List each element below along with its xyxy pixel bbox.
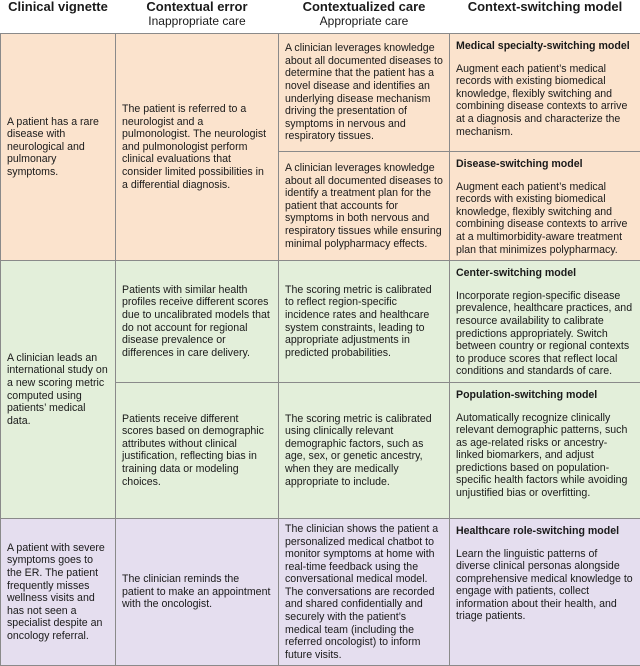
contextual-error-cell: Patients with similar health profiles receive different scores due to uncalibrated models that do not account for regional disease prevalence or differences in care delivery. bbox=[116, 261, 279, 383]
model-description: Learn the linguistic patterns of diverse clinical personas alongside comprehensive medical knowledge to engage with patients, collect information about their health, and triage patients. bbox=[456, 548, 633, 623]
model-description: Incorporate region-specific disease prevalence, healthcare practices, and resource availability to calibrate predictions appropriately. Switch between country or regional contexts to produce scores that reflect local conditions and standards of care. bbox=[456, 290, 632, 378]
header-title: Contextual error bbox=[118, 0, 277, 14]
model-title: Population-switching model bbox=[456, 389, 634, 402]
contextualized-care-cell: A clinician leverages knowledge about all documented diseases to determine that the patient has a novel disease and identifies an underlying disease mechanism driving the presentation of symptoms in nervous and respiratory tissues. bbox=[279, 34, 450, 152]
header-context-switching-model bbox=[450, 0, 640, 34]
model-cell bbox=[450, 152, 640, 261]
header-subtitle: Appropriate care bbox=[281, 14, 448, 28]
header-title: Context-switching model bbox=[452, 0, 639, 14]
vignette-cell: A clinician leads an international study on a new scoring metric computed using patients’ medical data. bbox=[1, 261, 116, 519]
header-contextualized-care bbox=[279, 0, 450, 34]
model-title: Disease-switching model bbox=[456, 158, 634, 171]
vignette-cell: A patient has a rare disease with neurological and pulmonary symptoms. bbox=[1, 34, 116, 261]
table-row bbox=[1, 518, 640, 666]
model-description: Automatically recognize clinically relevant demographic patterns, such as age-related risks or ancestry-linked biomarkers, and adjust predictions based on population-specific health factors while avoiding unjustified bias or overfitting. bbox=[456, 412, 627, 500]
model-description: Augment each patient’s medical records with existing biomedical knowledge, flexibly switching and combining disease contexts to arrive at a multimorbidity-aware treatment plan that minimizes polypharmacy. bbox=[456, 181, 627, 256]
model-title: Medical specialty-switching model bbox=[456, 40, 634, 53]
vignette-cell: A patient with severe symptoms goes to the ER. The patient frequently misses wellness visits and has not seen a specialist despite an oncology referral. bbox=[1, 518, 116, 666]
contextualized-care-cell: A clinician leverages knowledge about all documented diseases to identify a treatment plan for the patient that accounts for symptoms in both nervous and respiratory tissues while ensuring minimal polypharmacy effects. bbox=[279, 152, 450, 261]
table-row bbox=[1, 261, 640, 383]
contextual-error-cell: Patients receive different scores based on demographic attributes without clinical justification, reflecting bias in training data or modeling choices. bbox=[116, 382, 279, 518]
header-row bbox=[1, 0, 640, 34]
model-cell bbox=[450, 518, 640, 666]
table-row bbox=[1, 34, 640, 152]
contextual-error-cell: The patient is referred to a neurologist and a pulmonologist. The neurologist and pulmonologist perform clinical evaluations that consider limited possibilities in a differential diagnosis. bbox=[116, 34, 279, 261]
header-contextual-error bbox=[116, 0, 279, 34]
contextualized-care-cell: The scoring metric is calibrated using clinically relevant demographic factors, such as age, sex, or genetic ancestry, when they are medically appropriate to include. bbox=[279, 382, 450, 518]
contextualized-care-cell: The clinician shows the patient a personalized medical chatbot to monitor symptoms at home with real-time feedback using the conversational medical model. The conversations are recorded and shared confidentially and securely with the patient’s medical team (including the referred oncologist) to inform future visits. bbox=[279, 518, 450, 666]
model-description: Augment each patient’s medical records with existing biomedical knowledge, flexibly switching and combining disease contexts to arrive at a diagnosis and characterize the mechanism. bbox=[456, 63, 627, 138]
contextualized-care-cell: The scoring metric is calibrated to reflect region-specific incidence rates and healthcare system constraints, leading to appropriate adjustments in predicted probabilities. bbox=[279, 261, 450, 383]
header-clinical-vignette bbox=[1, 0, 116, 34]
header-subtitle: Inappropriate care bbox=[118, 14, 277, 28]
model-title: Center-switching model bbox=[456, 267, 634, 280]
header-title: Clinical vignette bbox=[3, 0, 114, 14]
model-title: Healthcare role-switching model bbox=[456, 525, 634, 538]
model-cell bbox=[450, 382, 640, 518]
model-cell bbox=[450, 261, 640, 383]
header-title: Contextualized care bbox=[281, 0, 448, 14]
model-cell bbox=[450, 34, 640, 152]
contextual-error-cell: The clinician reminds the patient to make an appointment with the oncologist. bbox=[116, 518, 279, 666]
